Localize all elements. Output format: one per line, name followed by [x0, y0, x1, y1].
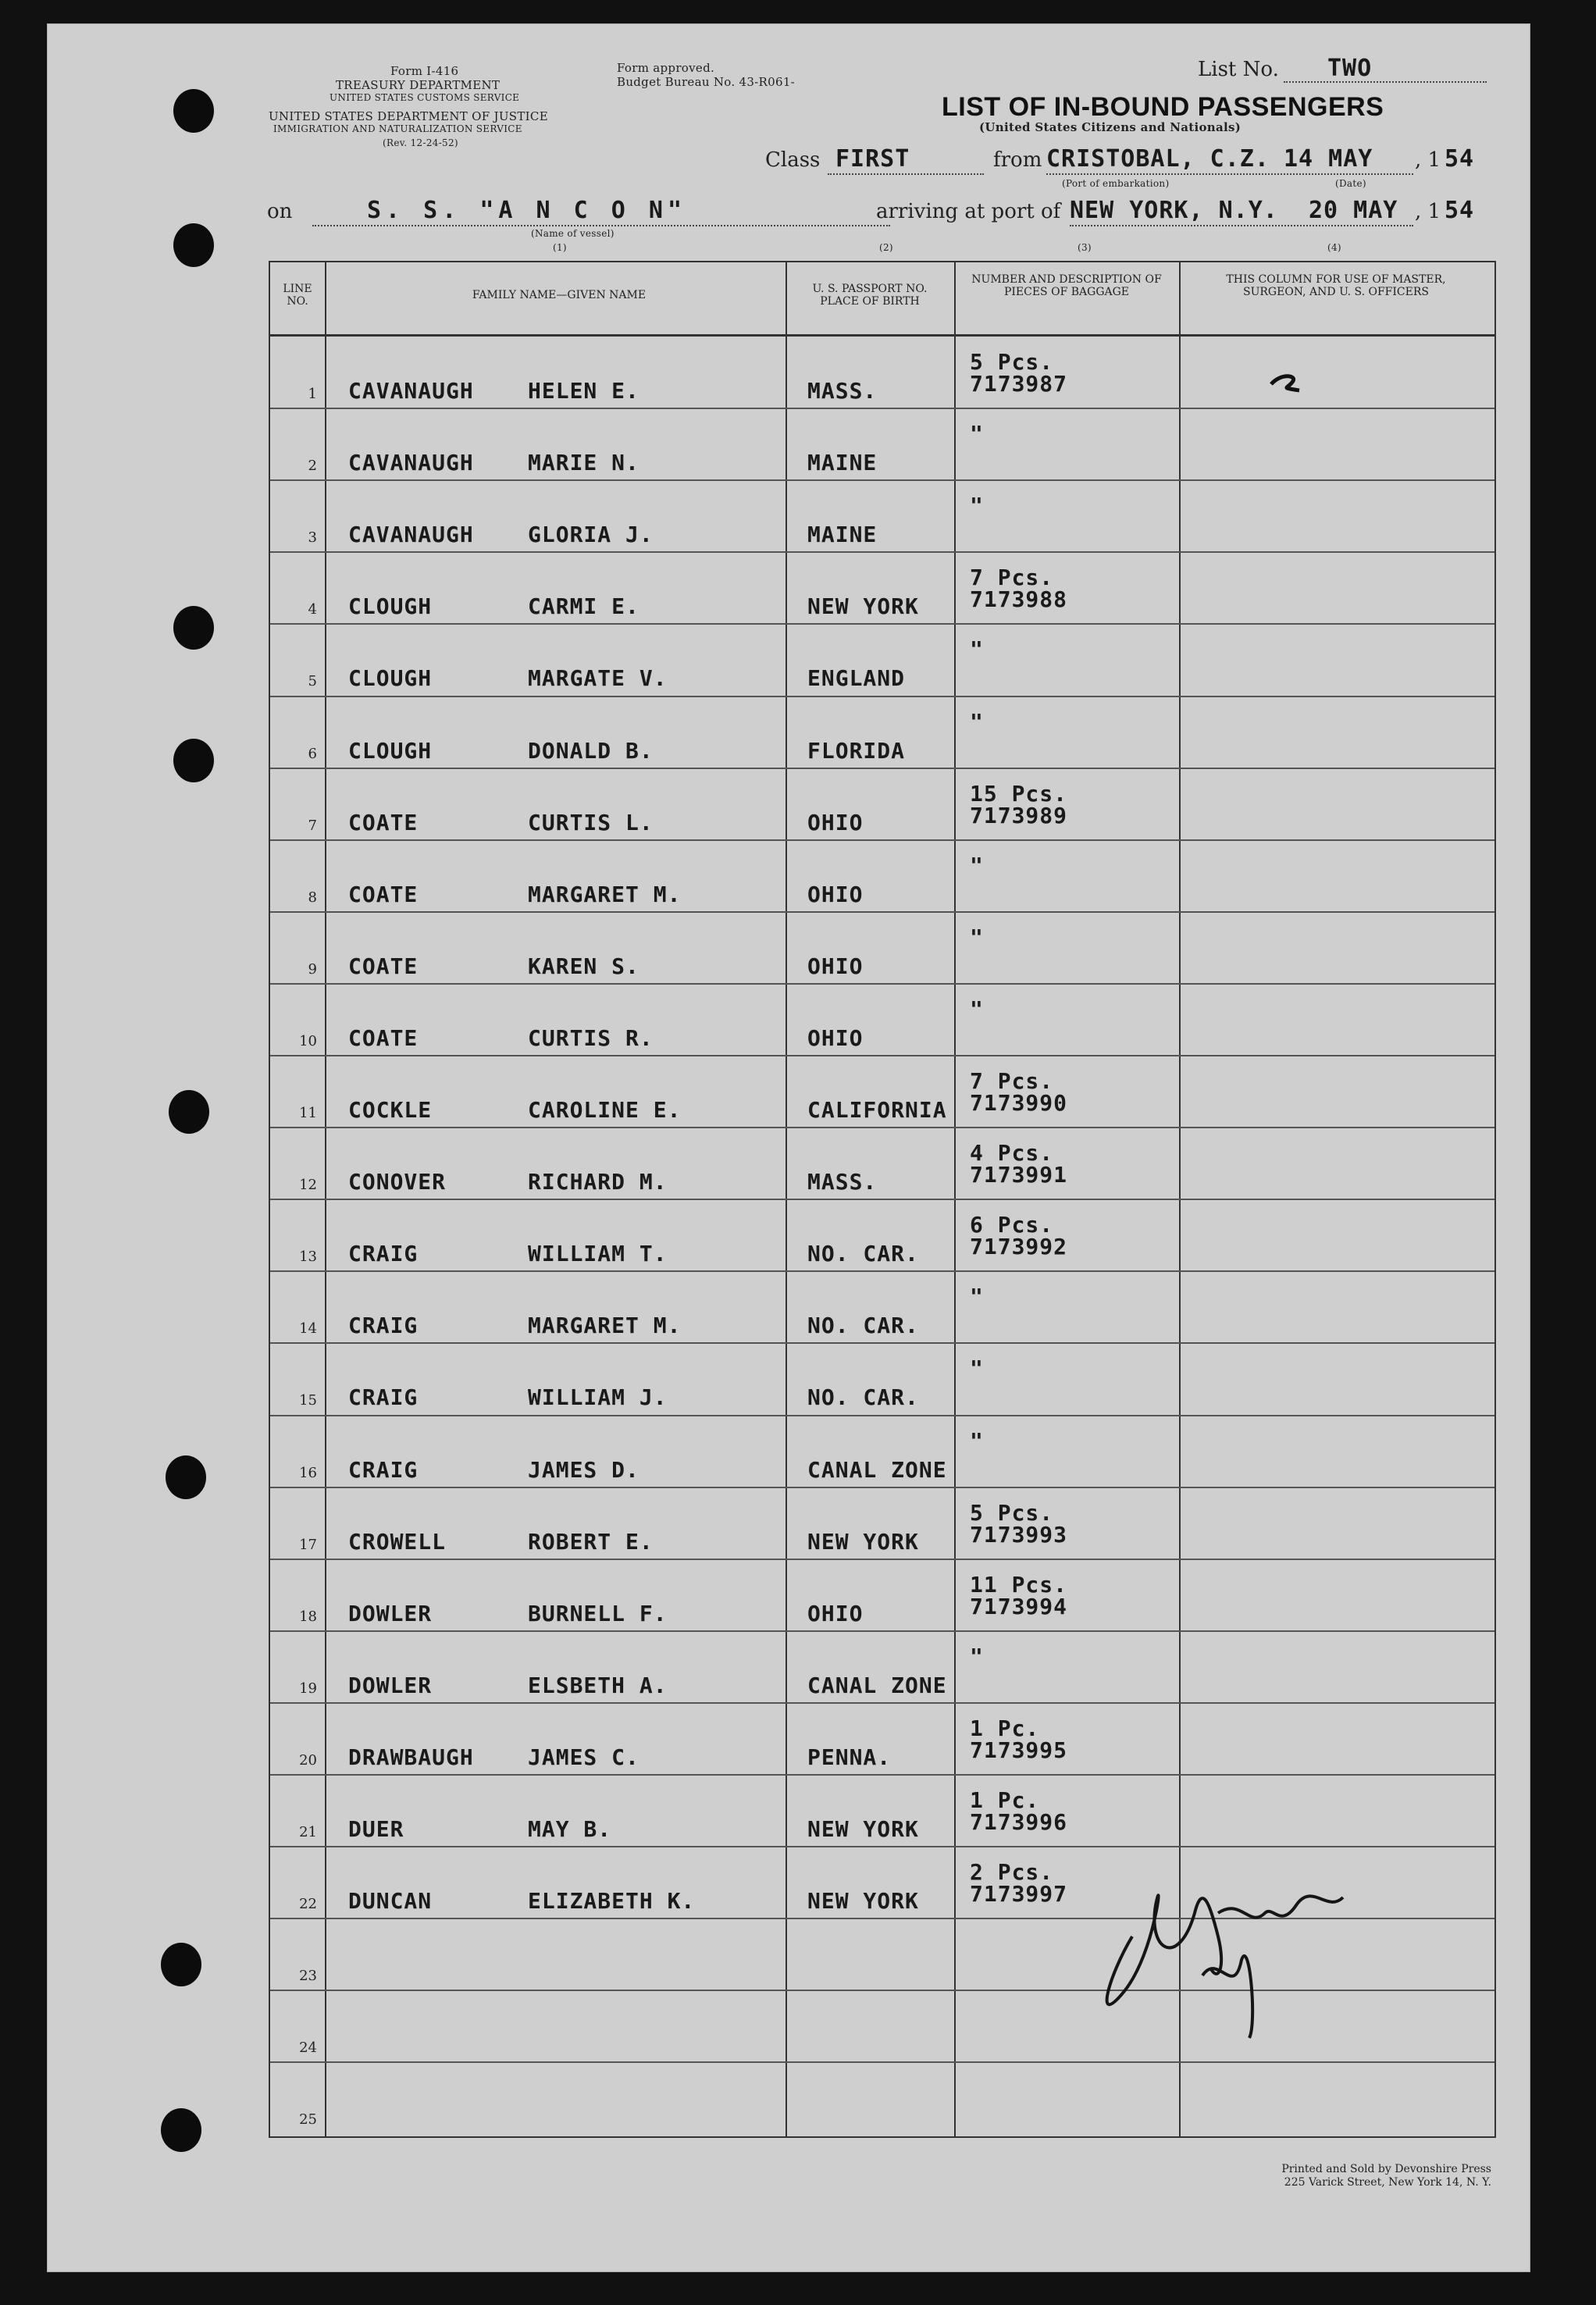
row-divider	[270, 983, 1494, 985]
line-number: 15	[299, 1392, 317, 1409]
header-officers: THIS COLUMN FOR USE OF MASTER, SURGEON, AND U. S. OFFICERS	[1226, 273, 1446, 298]
family-name: DUNCAN	[348, 1888, 433, 1915]
line-number: 2	[308, 458, 317, 475]
place-of-birth: NEW YORK	[807, 593, 919, 620]
family-name: COATE	[348, 881, 419, 907]
baggage-tag: 7173997	[970, 1881, 1068, 1908]
printer-line-2: 225 Varick Street, New York 14, N. Y.	[1284, 2176, 1491, 2189]
form-revision: (Rev. 12-24-52)	[383, 137, 458, 148]
family-name: CRAIG	[348, 1384, 419, 1411]
place-of-birth: CALIFORNIA	[807, 1097, 947, 1123]
line-number: 10	[299, 1032, 317, 1049]
family-name: CRAIG	[348, 1456, 419, 1483]
place-of-birth: FLORIDA	[807, 737, 906, 764]
place-of-birth: OHIO	[807, 1024, 864, 1051]
line-number: 1	[308, 386, 317, 402]
from-value: CRISTOBAL, C.Z.	[1046, 145, 1270, 173]
family-name: CLOUGH	[348, 737, 433, 764]
class-line	[828, 173, 984, 175]
year2-prefix: , 1	[1415, 200, 1441, 223]
col3-marker: (3)	[1078, 242, 1092, 253]
baggage-pieces: 1 Pc.	[970, 1715, 1040, 1741]
given-name: ELSBETH A.	[528, 1672, 668, 1698]
document-page	[47, 23, 1530, 2272]
line-number: 13	[299, 1249, 317, 1266]
baggage-pieces: 11 Pcs.	[970, 1571, 1068, 1598]
place-of-birth: MASS.	[807, 378, 878, 404]
row-divider	[270, 1702, 1494, 1704]
dept-customs: UNITED STATES CUSTOMS SERVICE	[330, 92, 520, 103]
baggage-pieces: "	[970, 1643, 984, 1669]
date-caption: (Date)	[1335, 178, 1366, 189]
line-number: 24	[299, 2040, 317, 2057]
row-divider	[270, 839, 1494, 841]
row-divider	[270, 768, 1494, 769]
page-subtitle: (United States Citizens and Nationals)	[979, 120, 1242, 134]
place-of-birth: OHIO	[807, 809, 864, 835]
given-name: KAREN S.	[528, 953, 639, 979]
col4-marker: (4)	[1327, 242, 1341, 253]
baggage-tag: 7173995	[970, 1737, 1068, 1763]
row-divider	[270, 408, 1494, 409]
row-divider	[270, 1199, 1494, 1200]
baggage-pieces: 7 Pcs.	[970, 565, 1054, 591]
on-label: on	[267, 200, 293, 223]
binder-hole	[173, 606, 214, 650]
row-divider	[270, 911, 1494, 913]
baggage-tag: 7173993	[970, 1521, 1068, 1548]
baggage-pieces: "	[970, 636, 984, 663]
baggage-pieces: "	[970, 493, 984, 519]
vessel-line	[312, 225, 890, 226]
family-name: CLOUGH	[348, 593, 433, 620]
header-passport: U. S. PASSPORT NO. PLACE OF BIRTH	[812, 283, 928, 308]
given-name: WILLIAM T.	[528, 1241, 668, 1267]
place-of-birth: ENGLAND	[807, 665, 906, 692]
from-label: from	[993, 148, 1042, 172]
printer-line-1: Printed and Sold by Devonshire Press	[1281, 2163, 1491, 2175]
header-baggage: NUMBER AND DESCRIPTION OF PIECES OF BAGGAGE	[971, 273, 1162, 298]
year-prefix: , 1	[1415, 148, 1441, 172]
baggage-tag: 7173991	[970, 1162, 1068, 1188]
given-name: JAMES D.	[528, 1456, 639, 1483]
row-divider	[270, 479, 1494, 481]
place-of-birth: NEW YORK	[807, 1816, 919, 1842]
baggage-pieces: 6 Pcs.	[970, 1212, 1054, 1238]
year2-value: 54	[1445, 197, 1475, 224]
line-number: 18	[299, 1608, 317, 1625]
form-number: Form I-416	[390, 64, 459, 78]
departure-date: 14 MAY	[1284, 145, 1373, 173]
budget-bureau: Budget Bureau No. 43-R061-	[617, 75, 796, 89]
family-name: COATE	[348, 953, 419, 979]
official-mark-icon	[1265, 367, 1312, 398]
family-name: DRAWBAUGH	[348, 1744, 474, 1770]
baggage-pieces: 2 Pcs.	[970, 1859, 1054, 1886]
baggage-tag: 7173987	[970, 371, 1068, 397]
list-no-label: List No.	[1198, 58, 1279, 81]
given-name: GLORIA J.	[528, 522, 654, 548]
line-number: 21	[299, 1824, 317, 1840]
line-number: 11	[299, 1105, 317, 1121]
given-name: MARGARET M.	[528, 1313, 682, 1339]
family-name: COATE	[348, 809, 419, 835]
family-name: DUER	[348, 1816, 404, 1842]
form-approved: Form approved.	[617, 61, 715, 75]
given-name: HELEN E.	[528, 378, 639, 404]
given-name: RICHARD M.	[528, 1169, 668, 1195]
given-name: CURTIS L.	[528, 809, 654, 835]
given-name: MARIE N.	[528, 450, 639, 476]
col1-marker: (1)	[553, 242, 567, 253]
place-of-birth: NO. CAR.	[807, 1313, 919, 1339]
row-divider	[270, 1630, 1494, 1632]
year-value: 54	[1445, 145, 1475, 173]
family-name: CLOUGH	[348, 665, 433, 692]
place-of-birth: NO. CAR.	[807, 1241, 919, 1267]
baggage-pieces: 7 Pcs.	[970, 1068, 1054, 1094]
port-value: NEW YORK, N.Y.	[1070, 197, 1278, 224]
given-name: CARMI E.	[528, 593, 639, 620]
line-number: 16	[299, 1464, 317, 1481]
baggage-tag: 7173990	[970, 1090, 1068, 1116]
class-value: FIRST	[835, 145, 910, 173]
line-number: 22	[299, 1896, 317, 1913]
header-divider	[270, 334, 1494, 337]
line-number: 8	[308, 889, 317, 906]
given-name: ROBERT E.	[528, 1528, 654, 1555]
baggage-tag: 7173989	[970, 802, 1068, 828]
row-divider	[270, 2061, 1494, 2063]
baggage-pieces: 1 Pc.	[970, 1787, 1040, 1813]
baggage-pieces: "	[970, 1356, 984, 1382]
arrival-date: 20 MAY	[1309, 197, 1398, 224]
baggage-pieces: 5 Pcs.	[970, 349, 1054, 375]
printer-credit	[1140, 2163, 1491, 2189]
baggage-pieces: 5 Pcs.	[970, 1499, 1054, 1526]
row-divider	[270, 551, 1494, 553]
line-number: 5	[308, 673, 317, 690]
page-title: LIST OF IN-BOUND PASSENGERS	[942, 92, 1384, 122]
place-of-birth: MAINE	[807, 450, 878, 476]
given-name: MARGARET M.	[528, 881, 682, 907]
family-name: CAVANAUGH	[348, 522, 474, 548]
line-number: 9	[308, 960, 317, 978]
baggage-pieces: "	[970, 708, 984, 735]
baggage-tag: 7173992	[970, 1234, 1068, 1260]
place-of-birth: NO. CAR.	[807, 1384, 919, 1411]
baggage-pieces: "	[970, 1284, 984, 1310]
line-number: 19	[299, 1680, 317, 1697]
line-number: 25	[299, 2111, 317, 2129]
row-divider	[270, 623, 1494, 625]
given-name: ELIZABETH K.	[528, 1888, 696, 1915]
family-name: CROWELL	[348, 1528, 447, 1555]
given-name: MAY B.	[528, 1816, 612, 1842]
line-number: 14	[299, 1320, 317, 1338]
list-no-line	[1284, 81, 1487, 83]
given-name: DONALD B.	[528, 737, 654, 764]
row-divider	[270, 696, 1494, 697]
arriving-label: arriving at port of	[876, 200, 1061, 223]
place-of-birth: OHIO	[807, 1600, 864, 1626]
line-number: 17	[299, 1536, 317, 1553]
baggage-tag: 7173996	[970, 1809, 1068, 1835]
place-of-birth: NEW YORK	[807, 1888, 919, 1915]
row-divider	[270, 1270, 1494, 1272]
place-of-birth: OHIO	[807, 953, 864, 979]
dept-ins: IMMIGRATION AND NATURALIZATION SERVICE	[273, 123, 522, 134]
row-divider	[270, 1415, 1494, 1416]
family-name: CRAIG	[348, 1241, 419, 1267]
family-name: CRAIG	[348, 1313, 419, 1339]
line-number: 4	[308, 601, 317, 618]
given-name: CAROLINE E.	[528, 1097, 682, 1123]
place-of-birth: NEW YORK	[807, 1528, 919, 1555]
place-of-birth: PENNA.	[807, 1744, 892, 1770]
family-name: CONOVER	[348, 1169, 447, 1195]
binder-hole	[166, 1455, 206, 1499]
place-of-birth: CANAL ZONE	[807, 1672, 947, 1698]
baggage-tag: 7173988	[970, 586, 1068, 613]
vessel-caption: (Name of vessel)	[531, 228, 615, 239]
family-name: DOWLER	[348, 1672, 433, 1698]
line-number: 23	[299, 1968, 317, 1985]
header-line-no: LINE NO.	[283, 283, 312, 308]
place-of-birth: MAINE	[807, 522, 878, 548]
family-name: CAVANAUGH	[348, 378, 474, 404]
dept-treasury: TREASURY DEPARTMENT	[336, 78, 501, 92]
place-of-birth: MASS.	[807, 1169, 878, 1195]
row-divider	[270, 1342, 1494, 1344]
binder-hole	[161, 2108, 201, 2152]
binder-hole	[161, 1943, 201, 1986]
family-name: DOWLER	[348, 1600, 433, 1626]
baggage-tag: 7173994	[970, 1593, 1068, 1619]
line-number: 12	[299, 1177, 317, 1194]
given-name: MARGATE V.	[528, 665, 668, 692]
binder-hole	[169, 1090, 209, 1134]
row-divider	[270, 1559, 1494, 1560]
officer-signature-icon	[1062, 1819, 1390, 2054]
family-name: COCKLE	[348, 1097, 433, 1123]
list-no-value: TWO	[1327, 55, 1373, 82]
line-number: 6	[308, 745, 317, 762]
vessel-value: S. S. "A N C O N"	[367, 197, 687, 224]
given-name: BURNELL F.	[528, 1600, 668, 1626]
binder-hole	[173, 739, 214, 782]
given-name: JAMES C.	[528, 1744, 639, 1770]
baggage-pieces: "	[970, 996, 984, 1022]
baggage-pieces: "	[970, 1427, 984, 1454]
given-name: CURTIS R.	[528, 1024, 654, 1051]
line-number: 7	[308, 817, 317, 834]
row-divider	[270, 1055, 1494, 1056]
family-name: CAVANAUGH	[348, 450, 474, 476]
place-of-birth: OHIO	[807, 881, 864, 907]
binder-hole	[173, 89, 214, 133]
baggage-pieces: "	[970, 852, 984, 878]
row-divider	[270, 1774, 1494, 1776]
family-name: COATE	[348, 1024, 419, 1051]
baggage-pieces: 4 Pcs.	[970, 1140, 1054, 1167]
dept-justice: UNITED STATES DEPARTMENT OF JUSTICE	[269, 109, 548, 123]
line-number: 20	[299, 1751, 317, 1769]
col2-marker: (2)	[879, 242, 893, 253]
baggage-pieces: 15 Pcs.	[970, 780, 1068, 807]
line-number: 3	[308, 529, 317, 547]
given-name: WILLIAM J.	[528, 1384, 668, 1411]
from-line	[1046, 173, 1413, 175]
header-name: FAMILY NAME—GIVEN NAME	[472, 289, 647, 301]
baggage-pieces: "	[970, 421, 984, 447]
row-divider	[270, 1487, 1494, 1488]
place-of-birth: CANAL ZONE	[807, 1456, 947, 1483]
class-label: Class	[765, 148, 821, 172]
row-divider	[270, 1127, 1494, 1128]
from-caption: (Port of embarkation)	[1062, 178, 1170, 189]
binder-hole	[173, 223, 214, 267]
port-line	[1070, 225, 1413, 226]
baggage-pieces: "	[970, 924, 984, 950]
